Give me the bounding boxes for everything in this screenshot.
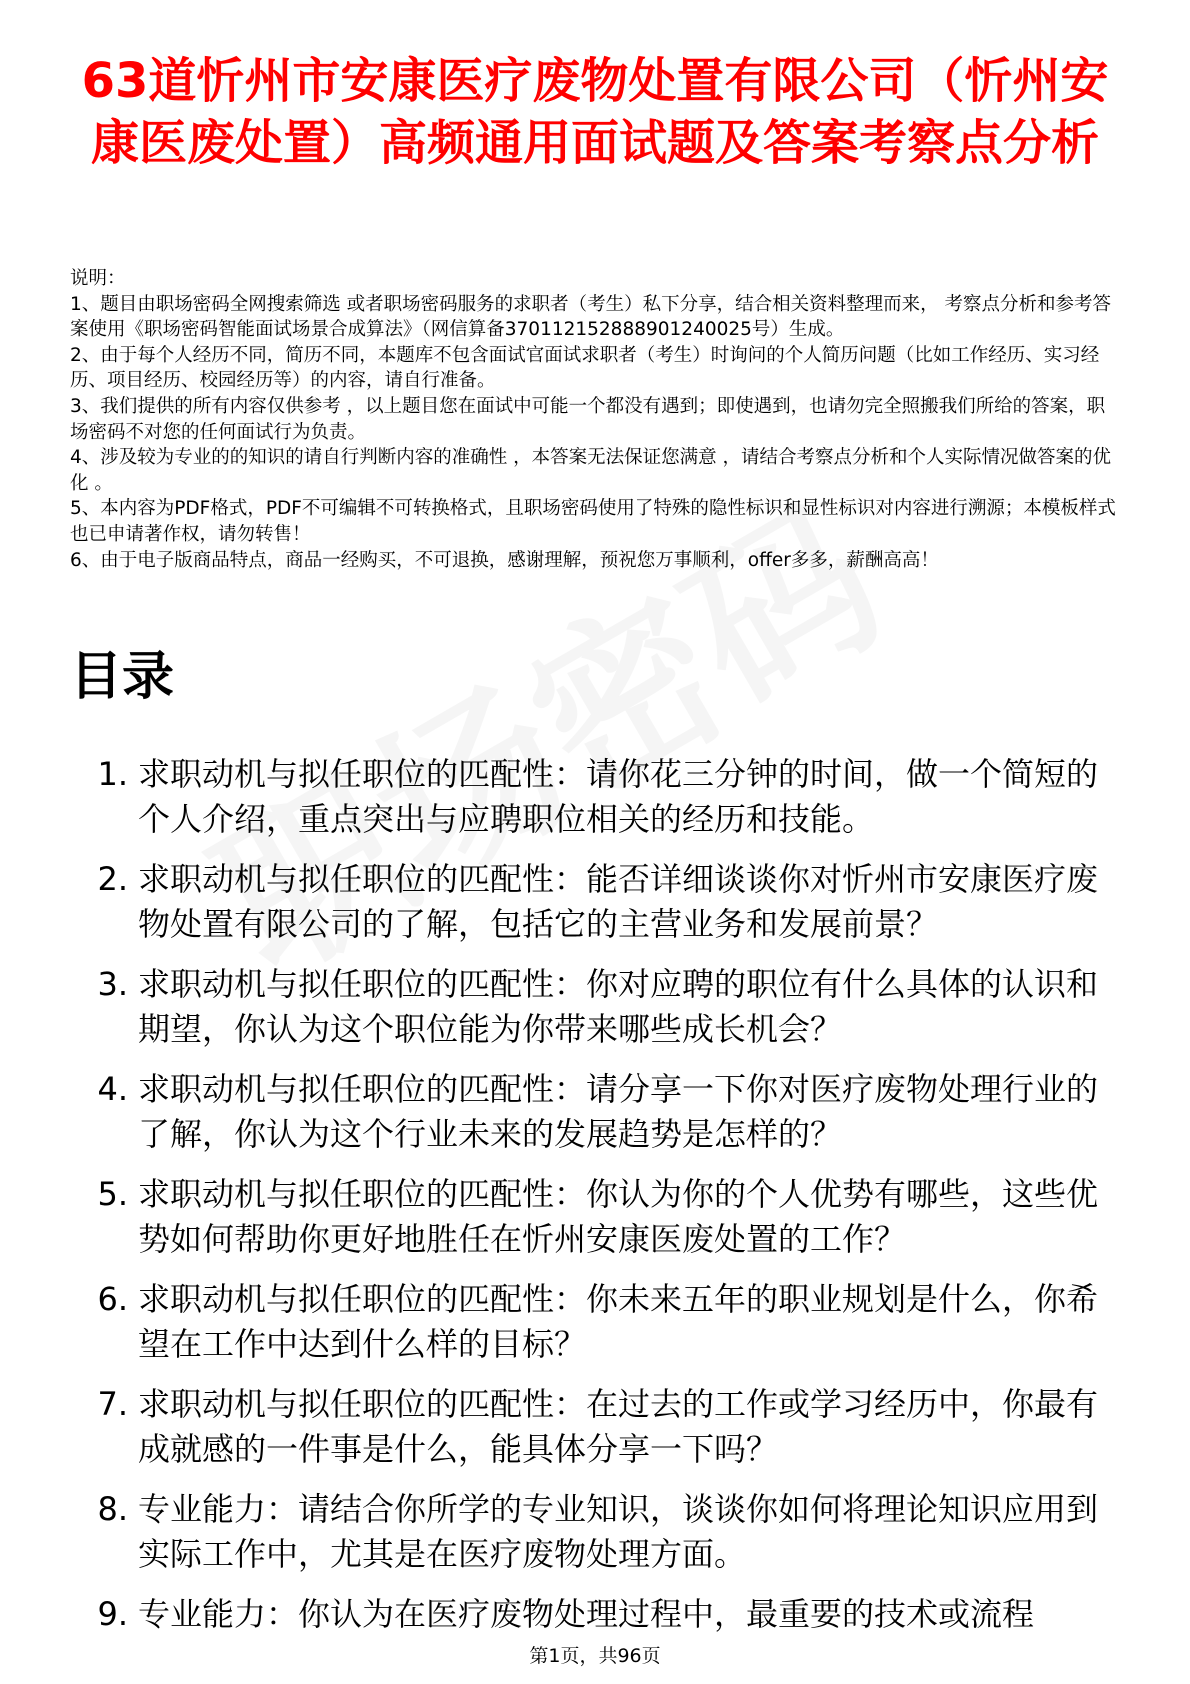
toc-item-number: 3. [97, 965, 128, 1003]
note-item: 1、题目由职场密码全网搜索筛选 或者职场密码服务的求职者（考生）私下分享，结合相关资料整理而来， 考察点分析和参考答案使用《职场密码智能面试场景合成算法》（网信算备370112152888901240025号）生成。 [70, 293, 1112, 341]
toc-item[interactable] [70, 752, 1120, 842]
toc-item[interactable] [70, 857, 1120, 947]
note-item: 4、涉及较为专业的的知识的请自行判断内容的准确性 ，本答案无法保证您满意 ，请结合考察点分析和个人实际情况做答案的优化 。 [70, 447, 1112, 494]
toc-item-number: 9. [97, 1595, 128, 1633]
toc-item-number: 7. [97, 1385, 128, 1423]
toc-item[interactable] [70, 1592, 1120, 1637]
notes-section [70, 266, 1120, 573]
note-item: 3、我们提供的所有内容仅供参考 ，以上题目您在面试中可能一个都没有遇到；即使遇到，也请勿完全照搬我们所给的答案，职场密码不对您的任何面试行为负责。 [70, 395, 1106, 443]
toc-item-text: 求职动机与拟任职位的匹配性：能否详细谈谈你对忻州市安康医疗废物处置有限公司的了解，包括它的主营业务和发展前景？ [138, 860, 1099, 943]
toc-item-number: 8. [97, 1490, 128, 1528]
toc-item-text: 求职动机与拟任职位的匹配性：你认为你的个人优势有哪些，这些优势如何帮助你更好地胜任在忻州安康医废处置的工作？ [138, 1175, 1099, 1258]
toc-item-number: 5. [97, 1175, 128, 1213]
toc-item-text: 求职动机与拟任职位的匹配性：你未来五年的职业规划是什么，你希望在工作中达到什么样的目标？ [138, 1280, 1099, 1363]
toc-item-text: 求职动机与拟任职位的匹配性：在过去的工作或学习经历中，你最有成就感的一件事是什么，能具体分享一下吗？ [138, 1385, 1099, 1468]
note-item: 6、由于电子版商品特点，商品一经购买，不可退换，感谢理解，预祝您万事顺利，offer多多，薪酬高高！ [70, 549, 939, 571]
toc-heading: 目录 [70, 647, 175, 707]
toc-item-text: 求职动机与拟任职位的匹配性：请你花三分钟的时间，做一个简短的个人介绍，重点突出与应聘职位相关的经历和技能。 [138, 755, 1099, 838]
toc-item[interactable] [70, 1382, 1120, 1472]
notes-heading: 说明： [70, 268, 126, 289]
toc-item[interactable] [70, 962, 1120, 1052]
toc-item[interactable] [70, 1487, 1120, 1577]
document-title: 63道忻州市安康医疗废物处置有限公司（忻州安康医废处置）高频通用面试题及答案考察点分析 [81, 53, 1109, 171]
toc-item-text: 求职动机与拟任职位的匹配性：你对应聘的职位有什么具体的认识和期望，你认为这个职位能为你带来哪些成长机会？ [138, 965, 1099, 1048]
toc-item[interactable] [70, 1067, 1120, 1157]
toc-item[interactable] [70, 1172, 1120, 1262]
toc-item-text: 专业能力：你认为在医疗废物处理过程中，最重要的技术或流程 [138, 1595, 1035, 1633]
toc-item-number: 1. [97, 755, 128, 793]
toc-item[interactable] [70, 1277, 1120, 1367]
toc-item-number: 4. [97, 1070, 128, 1108]
page-footer: 第1页，共96页 [529, 1645, 661, 1667]
toc-item-text: 专业能力：请结合你所学的专业知识，谈谈你如何将理论知识应用到实际工作中，尤其是在医疗废物处理方面。 [138, 1490, 1099, 1573]
toc-list [70, 752, 1120, 1652]
toc-item-number: 6. [97, 1280, 128, 1318]
note-item: 2、由于每个人经历不同，简历不同，本题库不包含面试官面试求职者（考生）时询问的个人简历问题（比如工作经历、实习经历、项目经历、校园经历等）的内容，请自行准备。 [70, 344, 1100, 392]
toc-item-number: 2. [97, 860, 128, 898]
note-item: 5、本内容为PDF格式，PDF不可编辑不可转换格式，且职场密码使用了特殊的隐性标识和显性标识对内容进行溯源；本模板样式也已申请著作权，请勿转售！ [70, 498, 1116, 545]
toc-item-text: 求职动机与拟任职位的匹配性：请分享一下你对医疗废物处理行业的了解，你认为这个行业未来的发展趋势是怎样的？ [138, 1070, 1099, 1153]
